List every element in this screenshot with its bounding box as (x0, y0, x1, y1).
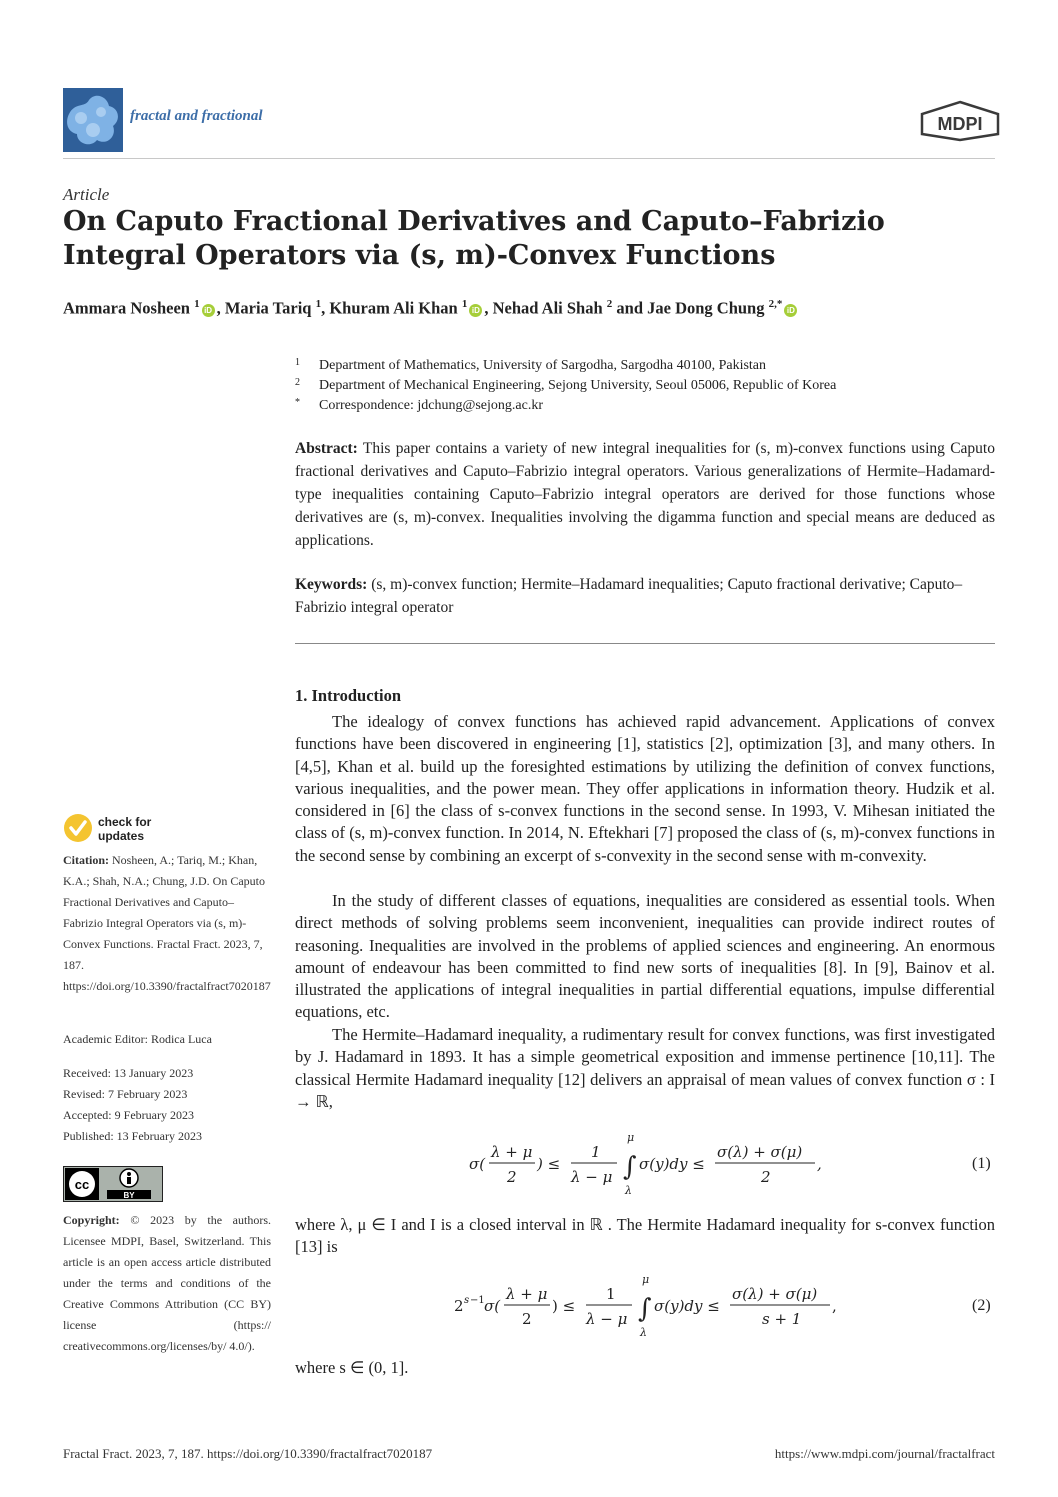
section-divider (295, 643, 995, 644)
footer-citation: Fractal Fract. 2023, 7, 187. https://doi.org/10.3390/fractalfract7020187 (63, 1446, 433, 1461)
paragraph-3: The Hermite–Hadamard inequality, a rudimentary result for convex functions, was first investigated by J. Hadamard in 1893. It has a simple geometrical exposition and immense pertinence [10,11]. The classical Hermite Hadamard inequality [12] delivers an appraisal of mean values of convex function σ : I → ℝ, (295, 1025, 995, 1111)
svg-text:1: 1 (606, 1285, 616, 1303)
received-date: Received: 13 January 2023 (63, 1066, 194, 1080)
cc-by-license-badge[interactable] (63, 1166, 163, 1206)
svg-text:∫: ∫ (638, 1294, 652, 1324)
svg-text:updates: updates (98, 829, 145, 843)
copyright-text: © 2023 by the authors. Licensee MDPI, Basel, Switzerland. This article is an open access article distributed under the terms and conditions of the Creative Commons Attribution (CC BY) license (https:// creativecommons.org/licenses/by/ 4.0/). (63, 1213, 272, 1353)
paragraph-2: In the study of different classes of equations, inequalities are considered as essential tools. When direct methods of solving problems seem inconvenient, inequalities can provide indirect routes of reasoning. Inequalities are involved in the problems of applied sciences and engineering. An enormous amount of endeavour has been committed to find new sorts of inequalities [8]. In [9], Bainov et al. illustrated the applications of integral inequalities in partial differential equations, impulse differential equations, etc. (295, 891, 995, 1022)
keywords (295, 573, 995, 619)
footer-journal-url[interactable]: https://www.mdpi.com/journal/fractalfract (774, 1446, 995, 1461)
svg-text:2: 2 (522, 1310, 532, 1328)
citation-label: Citation: (63, 853, 109, 867)
author-name: Jae Dong Chung (647, 298, 769, 318)
header-rule (63, 158, 995, 159)
svg-text:λ + μ: λ + μ (491, 1143, 533, 1161)
svg-text:λ: λ (640, 1326, 647, 1339)
abstract-text: This paper contains a variety of new integral inequalities for (s, m)-convex functions using Caputo fractional derivatives and Caputo–Fabrizio integral operators. Various generalizations of Hermite–Hadamard-type inequalities containing Caputo–Fabrizio integral operators are derived for those functions whose derivatives are (s, m)-convex. Inequalities involving the digamma function and special means are deduced as applications. (295, 440, 995, 549)
orcid-icon[interactable]: iD (784, 304, 797, 317)
author-list: Ammara Nosheen $^1$ iD , Maria Tariq $^1$, Khuram Ali Khan $^1$ iD , Nehad Ali Shah $^2$ and Jae Dong Chung $^{2,*}$ iD (63, 298, 799, 319)
svg-text:2: 2 (454, 1297, 464, 1315)
svg-text:σ(λ) + σ(μ): σ(λ) + σ(μ) (717, 1143, 803, 1161)
equation-2 (450, 1270, 850, 1342)
revised-date: Revised: 7 February 2023 (63, 1087, 188, 1101)
svg-text:cc: cc (74, 1177, 90, 1192)
copyright-label: Copyright: (63, 1213, 120, 1227)
article-title: On Caputo Fractional Derivatives and Caputo–Fabrizio Integral Operators via (s, m)-Convex Functions (63, 206, 885, 271)
orcid-icon[interactable]: iD (469, 304, 482, 317)
svg-text:σ(: σ( (469, 1155, 486, 1173)
svg-text:) ≤: ) ≤ (552, 1297, 576, 1315)
journal-logo (63, 88, 123, 152)
author-affiliation-mark: 1 (461, 298, 468, 310)
author-affiliation-mark: 1 (315, 298, 322, 310)
paragraph-4: where λ, μ ∈ I and I is a closed interval in ℝ . The Hermite Hadamard inequality for s-convex function [13] is (295, 1215, 995, 1257)
equation-2-number: (2) (972, 1297, 991, 1314)
paragraph-5: where s ∈ (0, 1]. (295, 1358, 409, 1377)
svg-text:2: 2 (761, 1168, 771, 1186)
author-name: Ammara Nosheen (63, 298, 195, 318)
equation-1 (465, 1128, 835, 1200)
svg-text:λ − μ: λ − μ (586, 1310, 628, 1328)
author-affiliation-mark: 2,* (768, 298, 783, 310)
academic-editor: Academic Editor: Rodica Luca (63, 1032, 212, 1046)
svg-text:MDPI: MDPI (937, 114, 983, 134)
abstract (295, 437, 995, 552)
citation-text: Nosheen, A.; Tariq, M.; Khan, K.A.; Shah, N.A.; Chung, J.D. On Caputo Fractional Derivatives and Caputo–Fabrizio Integral Operators via (s, m)-Convex Functions. Fractal Fract. 2023, 7, 187. https://doi.org/10.3390/fractalfract7020187 (63, 853, 271, 993)
keywords-text: (s, m)-convex function; Hermite–Hadamard inequalities; Caputo fractional derivative; Caputo–Fabrizio integral operator (295, 576, 963, 616)
svg-text:μ: μ (627, 1131, 635, 1144)
citation (63, 850, 271, 997)
svg-text:∫: ∫ (623, 1152, 637, 1182)
article-type: Article (63, 185, 110, 204)
svg-text:check for: check for (98, 815, 152, 829)
published-date: Published: 13 February 2023 (63, 1129, 202, 1143)
svg-text:1: 1 (591, 1143, 601, 1161)
abstract-label: Abstract: (295, 440, 358, 457)
svg-text:−1: −1 (470, 1295, 485, 1306)
svg-text:s + 1: s + 1 (762, 1310, 802, 1328)
svg-text:σ(y)dy ≤: σ(y)dy ≤ (639, 1155, 705, 1173)
svg-text:λ + μ: λ + μ (506, 1285, 548, 1303)
copyright (63, 1210, 271, 1357)
accepted-date: Accepted: 9 February 2023 (63, 1108, 194, 1122)
svg-text:μ: μ (642, 1273, 650, 1286)
author-name: Khuram Ali Khan (329, 298, 462, 318)
svg-text:σ(λ) + σ(μ): σ(λ) + σ(μ) (732, 1285, 818, 1303)
correspondence: * Correspondence: jdchung@sejong.ac.kr (295, 397, 543, 413)
keywords-label: Keywords: (295, 576, 368, 593)
svg-text:σ(: σ( (484, 1297, 501, 1315)
equation-1-number: (1) (972, 1155, 991, 1172)
author-name: Nehad Ali Shah (492, 298, 607, 318)
affiliation-1: 1 Department of Mathematics, University of Sargodha, Sargodha 40100, Pakistan (295, 357, 767, 373)
svg-text:λ − μ: λ − μ (571, 1168, 613, 1186)
svg-text:,: , (832, 1297, 837, 1315)
svg-text:s: s (464, 1295, 470, 1306)
paragraph-1: The idealogy of convex functions has achieved rapid advancement. Applications of convex functions have been discovered in engineering [1], statistics [2], optimization [3], and many others. In [4,5], Khan et al. build up the foresighted estimations by utilizing the definition of convex functions, various inequalities, and the power mean. They offer applications in information theory. Hudzik et al. considered in [6] the class of s-convex functions in the second sense. In 1993, V. Mihesan initiated the class of (s, m)-convex function. In 2014, N. Eftekhari [7] proposed the class of (s, m)-convex functions in the second sense by combining an excerpt of s-convexity in the second sense with m-convexity. (295, 712, 995, 865)
mdpi-logo (920, 100, 1000, 146)
affiliation-2: 2 Department of Mechanical Engineering, Sejong University, Seoul 05006, Republic of Korea (295, 377, 837, 393)
svg-text:) ≤: ) ≤ (537, 1155, 561, 1173)
svg-text:2: 2 (507, 1168, 517, 1186)
author-affiliation-mark: 1 (194, 298, 200, 310)
author-name: Maria Tariq (224, 298, 316, 318)
author-affiliation-mark: 2 (606, 298, 613, 310)
check-for-updates-badge[interactable] (63, 812, 173, 850)
svg-text:σ(y)dy ≤: σ(y)dy ≤ (654, 1297, 720, 1315)
section-heading: 1. Introduction (295, 686, 402, 705)
svg-text:BY: BY (123, 1191, 135, 1200)
orcid-icon[interactable]: iD (202, 304, 215, 317)
svg-text:,: , (817, 1155, 822, 1173)
journal-name: fractal and fractional (130, 108, 263, 124)
svg-text:λ: λ (625, 1184, 632, 1197)
